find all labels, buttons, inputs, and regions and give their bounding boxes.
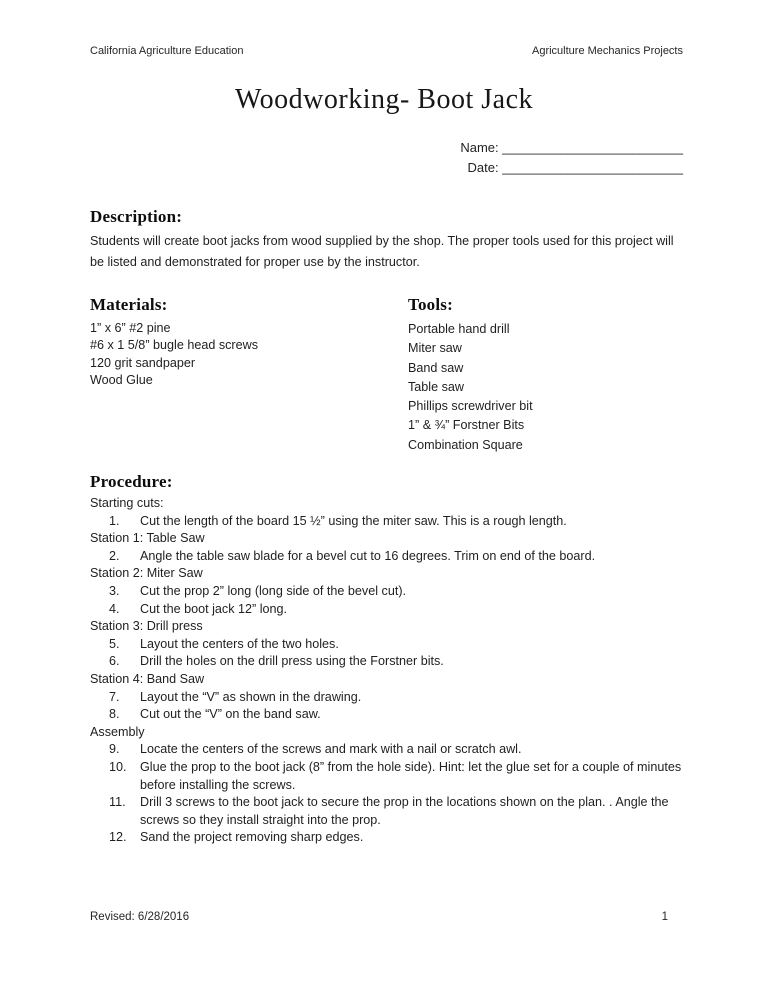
procedure-subheading: Station 3: Drill press — [90, 619, 203, 634]
step-text: Locate the centers of the screws and mark with a nail or scratch awl. — [140, 742, 522, 757]
step-text: Cut out the “V” on the band saw. — [140, 707, 321, 722]
procedure-step — [90, 689, 683, 707]
tools-column — [408, 295, 683, 455]
step-text: Drill the holes on the drill press using the Forstner bits. — [140, 654, 444, 669]
step-text: Cut the prop 2” long (long side of the bevel cut). — [140, 584, 407, 599]
materials-column — [90, 295, 408, 455]
date-label: Date: — [467, 160, 499, 175]
tools-item: Band saw — [408, 360, 464, 375]
step-number: 6. — [109, 654, 120, 669]
tools-item: Portable hand drill — [408, 322, 510, 336]
procedure-subheading: Station 4: Band Saw — [90, 672, 205, 687]
footer-page-number: 1 — [661, 911, 668, 923]
step-text: Angle the table saw blade for a bevel cut to 16 degrees. Trim on end of the board. — [140, 548, 596, 563]
step-number: 9. — [109, 742, 120, 757]
procedure-step — [90, 583, 683, 601]
procedure-step — [90, 741, 683, 759]
date-field-row — [0, 158, 683, 178]
step-number: 11. — [109, 795, 126, 810]
step-number: 12. — [109, 830, 127, 845]
step-number: 5. — [109, 636, 120, 651]
step-number: 8. — [109, 707, 120, 722]
description-text: Students will create boot jacks from wood supplied by the shop. The proper tools used for this project will be listed and demonstrated for proper use by the instructor. — [90, 234, 674, 269]
step-text: Cut the boot jack 12” long. — [140, 601, 288, 616]
materials-list — [90, 320, 408, 389]
procedure-step — [90, 759, 683, 794]
step-text: Sand the project removing sharp edges. — [140, 830, 364, 845]
procedure-heading: Procedure: — [90, 472, 173, 492]
header-left-text: California Agriculture Education — [90, 45, 244, 57]
materials-heading: Materials: — [90, 295, 168, 314]
name-label: Name: — [460, 140, 499, 155]
step-number: 2. — [109, 548, 120, 563]
tools-item: 1” & ¾” Forstner Bits — [408, 418, 525, 433]
procedure-step — [90, 653, 683, 671]
tools-heading: Tools: — [408, 295, 453, 314]
header-right-text: Agriculture Mechanics Projects — [531, 45, 683, 57]
materials-item: 120 grit sandpaper — [90, 355, 196, 370]
procedure-step — [90, 636, 683, 654]
step-text: Drill 3 screws to the boot jack to secure the prop in the locations shown on the plan. . Angle the screws so they install straight into the prop. — [140, 795, 669, 827]
step-number: 1. — [109, 513, 120, 528]
name-blank-line: _________________________ — [502, 140, 683, 155]
procedure-subheading: Station 2: Miter Saw — [90, 566, 203, 581]
tools-item: Miter saw — [408, 341, 462, 356]
procedure-subheading: Station 1: Table Saw — [90, 531, 205, 546]
procedure-subheading: Starting cuts: — [90, 496, 164, 511]
procedure-step — [90, 601, 683, 619]
step-number: 10. — [109, 759, 127, 774]
procedure-step — [90, 548, 683, 566]
materials-item: 1” x 6” #2 pine — [90, 321, 171, 335]
document-title: Woodworking- Boot Jack — [234, 84, 534, 115]
name-field-row — [0, 138, 683, 158]
description-heading: Description: — [90, 207, 183, 226]
step-text: Layout the centers of the two holes. — [140, 636, 339, 651]
page-header — [0, 0, 768, 57]
step-number: 4. — [109, 601, 120, 616]
tools-item: Phillips screwdriver bit — [408, 399, 533, 414]
step-text: Layout the “V” as shown in the drawing. — [140, 689, 362, 704]
procedure-step — [90, 706, 683, 724]
materials-tools-section — [90, 295, 683, 455]
procedure-list — [90, 495, 683, 847]
footer-revised-date: Revised: 6/28/2016 — [90, 911, 190, 923]
page-footer — [0, 911, 768, 923]
tools-item: Table saw — [408, 379, 465, 394]
step-text: Cut the length of the board 15 ½” using the miter saw. This is a rough length. — [140, 513, 567, 528]
procedure-step — [90, 513, 683, 531]
procedure-step — [90, 829, 683, 847]
materials-item: #6 x 1 5/8” bugle head screws — [90, 338, 259, 353]
document-body — [0, 207, 768, 847]
tools-item: Combination Square — [408, 437, 523, 452]
materials-item: Wood Glue — [90, 372, 153, 387]
tools-list — [408, 320, 683, 455]
name-date-block — [0, 138, 768, 178]
procedure-subheading: Assembly — [90, 724, 145, 739]
procedure-step — [90, 794, 683, 829]
step-number: 3. — [109, 584, 120, 599]
step-text: Glue the prop to the boot jack (8” from the hole side). Hint: let the glue set for a couple of minutes before installing the screws. — [140, 759, 682, 792]
step-number: 7. — [109, 689, 120, 704]
date-blank-line: _________________________ — [502, 160, 683, 175]
